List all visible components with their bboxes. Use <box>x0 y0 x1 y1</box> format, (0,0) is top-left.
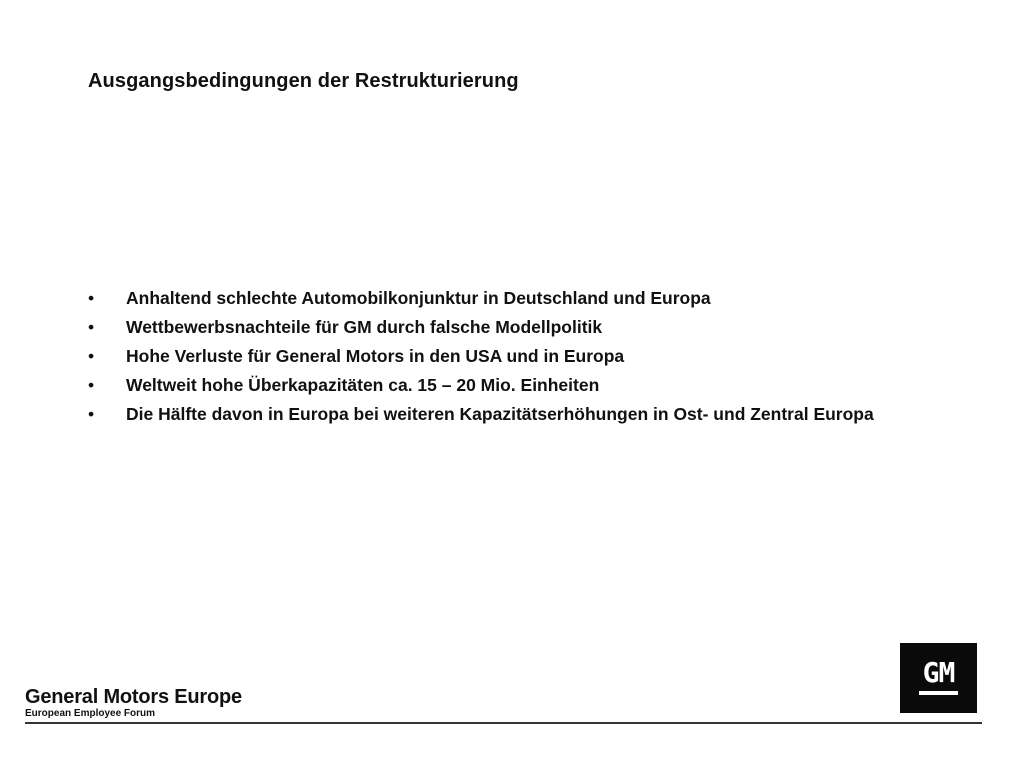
bullet-text: Die Hälfte davon in Europa bei weiteren Kapazitätserhöhungen in Ost- und Zentral Europa <box>126 404 874 424</box>
gm-logo-icon <box>900 643 977 713</box>
bullet-item <box>88 315 928 340</box>
brand-name: General Motors Europe <box>25 686 242 708</box>
bullet-icon: • <box>88 346 95 366</box>
bullet-item <box>88 344 928 369</box>
slide-title: Ausgangsbedingungen der Restrukturierung <box>88 70 519 92</box>
bullet-text: Wettbewerbsnachteile für GM durch falsche Modellpolitik <box>126 317 603 337</box>
bullet-text: Anhaltend schlechte Automobilkonjunktur in Deutschland und Europa <box>126 288 711 308</box>
bullet-icon: • <box>88 375 95 395</box>
gm-logo-bar <box>919 691 958 695</box>
bullet-list <box>88 286 928 431</box>
bullet-text: Weltweit hohe Überkapazitäten ca. 15 – 20 Mio. Einheiten <box>126 375 600 395</box>
bullet-item <box>88 373 928 398</box>
bullet-text: Hohe Verluste für General Motors in den USA und in Europa <box>126 346 625 366</box>
footer-divider <box>25 722 982 724</box>
brand-subtitle: European Employee Forum <box>25 708 156 719</box>
bullet-icon: • <box>88 317 95 337</box>
gm-logo-text: GM <box>922 656 955 689</box>
bullet-item <box>88 286 928 311</box>
bullet-icon: • <box>88 288 95 308</box>
footer-brand <box>25 686 242 720</box>
bullet-item <box>88 402 928 427</box>
bullet-icon: • <box>88 404 95 424</box>
